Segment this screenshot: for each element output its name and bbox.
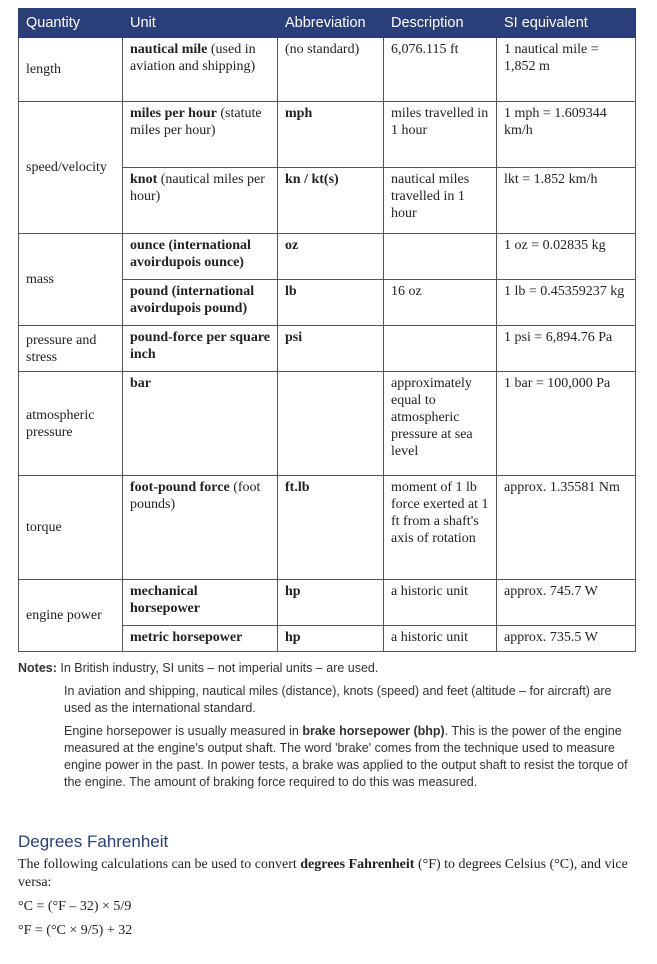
si-cell: approx. 745.7 W — [497, 580, 636, 626]
table-row — [19, 580, 636, 626]
notes-line — [18, 660, 638, 677]
header-description: Description — [384, 9, 497, 38]
abbreviation-cell: psi — [278, 326, 384, 372]
fahrenheit-intro — [18, 856, 638, 892]
unit-cell — [123, 372, 278, 476]
si-cell: approx. 735.5 W — [497, 626, 636, 652]
notes-text: . This is the power of the engine measured at the engine's output shaft. The word 'brake' comes from the technique used to measure engine power in the past. In power tests, a brake was applied to the output shaft to resist the torque of the engine. The amount of braking force required to do this was measured. — [64, 724, 628, 789]
notes-line: In aviation and shipping, nautical miles (distance), knots (speed) and feet (altitude – for aircraft) are used as the international standard. — [64, 684, 612, 715]
table-row — [19, 234, 636, 280]
quantity-cell: torque — [19, 476, 123, 580]
unit-cell — [123, 626, 278, 652]
table-row — [19, 476, 636, 580]
unit-name: ounce (international avoirdupois ounce) — [130, 238, 251, 270]
units-table — [18, 8, 636, 652]
description-cell: approximately equal to atmospheric pressure at sea level — [384, 372, 497, 476]
description-cell: 6,076.115 ft — [384, 38, 497, 102]
quantity-cell: speed/velocity — [19, 102, 123, 234]
table-row — [19, 38, 636, 102]
header-unit: Unit — [123, 9, 278, 38]
description-cell: miles travelled in 1 hour — [384, 102, 497, 168]
abbreviation-cell: ft.lb — [278, 476, 384, 580]
intro-text: The following calculations can be used to convert — [18, 857, 301, 872]
unit-name: foot-pound force — [130, 480, 230, 495]
unit-name: knot — [130, 172, 158, 187]
notes-text: In British industry, SI units – not imperial units – are used. — [56, 661, 379, 675]
abbreviation-cell: kn / kt(s) — [278, 168, 384, 234]
description-cell — [384, 234, 497, 280]
table-row — [19, 372, 636, 476]
formula-celsius: °C = (°F – 32) × 5/9 — [18, 899, 132, 914]
si-cell: 1 lb = 0.45359237 kg — [497, 280, 636, 326]
unit-name: mechanical horsepower — [130, 584, 200, 616]
header-si-equivalent: SI equivalent — [497, 9, 636, 38]
unit-cell — [123, 280, 278, 326]
unit-name: miles per hour — [130, 106, 217, 121]
intro-bold-term: degrees Fahrenheit — [300, 857, 415, 872]
unit-cell — [123, 234, 278, 280]
si-cell: 1 mph = 1.609344 km/h — [497, 102, 636, 168]
section-title: Degrees Fahrenheit — [18, 832, 169, 851]
quantity-cell: pressure and stress — [19, 326, 123, 372]
quantity-cell: length — [19, 38, 123, 102]
table-row — [19, 326, 636, 372]
description-cell: a historic unit — [384, 580, 497, 626]
formula-fahrenheit: °F = (°C × 9/5) + 32 — [18, 923, 133, 938]
si-cell: 1 nautical mile = 1,852 m — [497, 38, 636, 102]
notes-text: Engine horsepower is usually measured in — [64, 724, 303, 738]
unit-cell — [123, 168, 278, 234]
unit-note: (statute miles per hour) — [130, 106, 262, 138]
description-cell: a historic unit — [384, 626, 497, 652]
table-row — [19, 102, 636, 168]
description-cell: 16 oz — [384, 280, 497, 326]
unit-note: (used in aviation and shipping) — [130, 42, 256, 74]
si-cell: 1 oz = 0.02835 kg — [497, 234, 636, 280]
unit-name: pound (international avoirdupois pound) — [130, 284, 255, 316]
description-cell: nautical miles travelled in 1 hour — [384, 168, 497, 234]
notes-section — [18, 660, 638, 797]
unit-cell — [123, 580, 278, 626]
header-quantity: Quantity — [19, 9, 123, 38]
description-cell — [384, 326, 497, 372]
abbreviation-cell — [278, 372, 384, 476]
si-cell: 1 bar = 100,000 Pa — [497, 372, 636, 476]
quantity-cell: mass — [19, 234, 123, 326]
table-header-row — [19, 9, 636, 38]
unit-note: (foot pounds) — [130, 480, 261, 512]
unit-name: nautical mile — [130, 42, 208, 57]
abbreviation-cell: oz — [278, 234, 384, 280]
abbreviation-cell: hp — [278, 626, 384, 652]
unit-name: metric horsepower — [130, 630, 243, 645]
unit-name: bar — [130, 376, 151, 391]
quantity-cell: engine power — [19, 580, 123, 652]
unit-cell — [123, 326, 278, 372]
unit-cell — [123, 476, 278, 580]
description-cell: moment of 1 lb force exerted at 1 ft from a shaft's axis of rotation — [384, 476, 497, 580]
notes-label: Notes: — [18, 661, 57, 675]
abbreviation-cell: (no standard) — [278, 38, 384, 102]
quantity-cell: atmospheric pressure — [19, 372, 123, 476]
notes-line — [64, 723, 638, 791]
intro-text: (°F) to degrees Celsius (°C), and vice versa: — [18, 857, 628, 890]
header-abbreviation: Abbreviation — [278, 9, 384, 38]
si-cell: approx. 1.35581 Nm — [497, 476, 636, 580]
si-cell: 1 psi = 6,894.76 Pa — [497, 326, 636, 372]
unit-cell — [123, 102, 278, 168]
unit-note: (nautical miles per hour) — [130, 172, 265, 204]
si-cell: lkt = 1.852 km/h — [497, 168, 636, 234]
abbreviation-cell: hp — [278, 580, 384, 626]
notes-bold-term: brake horsepower (bhp) — [302, 724, 445, 738]
fahrenheit-section — [18, 856, 638, 946]
unit-cell — [123, 38, 278, 102]
unit-name: pound-force per square inch — [130, 330, 271, 362]
abbreviation-cell: mph — [278, 102, 384, 168]
abbreviation-cell: lb — [278, 280, 384, 326]
